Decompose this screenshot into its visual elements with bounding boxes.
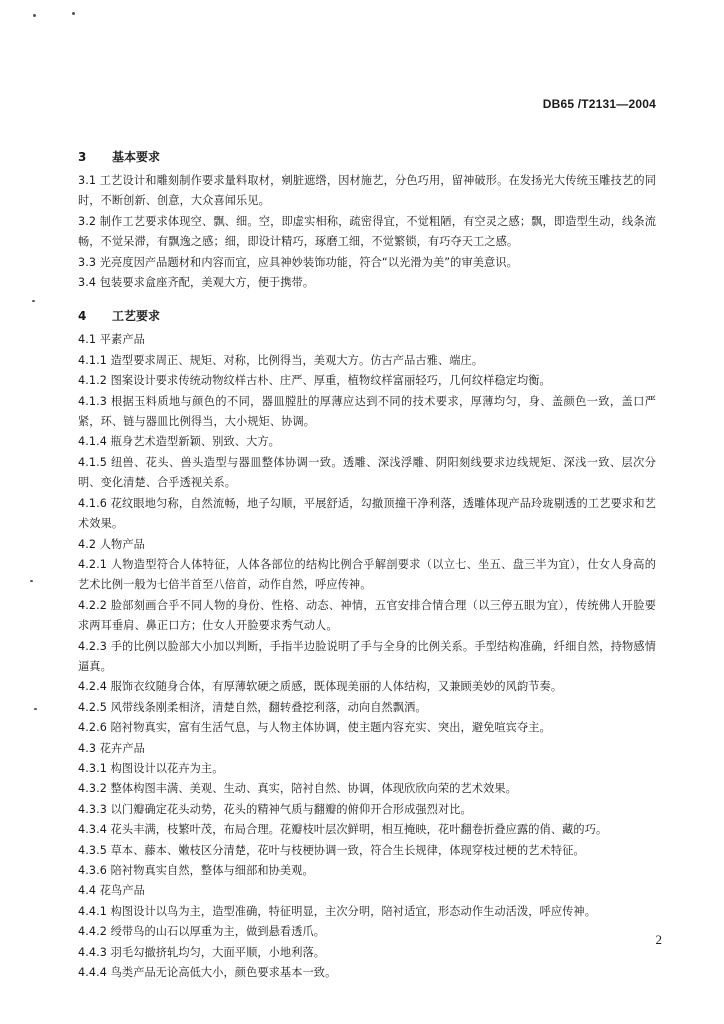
scan-speck xyxy=(32,300,35,302)
section-4 xyxy=(78,307,656,983)
clause-4-1-4: 4.1.4 瓶身艺术造型新颖、别致、大方。 xyxy=(78,435,280,449)
scan-speck xyxy=(30,580,33,582)
clause-4-4-2: 4.4.2 绶带鸟的山石以厚重为主，做到悬看透爪。 xyxy=(78,925,326,939)
clause-4-3-3: 4.3.3 以门瓣确定花头动势，花头的精神气质与翻瓣的俯仰开合形成强烈对比。 xyxy=(78,802,472,816)
clause-4-3-5: 4.3.5 草本、藤本、嫩枝区分清楚，花叶与枝梗协调一致，符合生长规律，体现穿枝过梗的艺术特征。 xyxy=(78,843,585,857)
page-number: 2 xyxy=(655,932,662,947)
clause-4-3-1: 4.3.1 构图设计以花卉为主。 xyxy=(78,761,224,775)
clause-4-1-3: 4.1.3 根据玉料质地与颜色的不同，器皿膛肚的厚薄应达到不同的技术要求，厚薄均匀，身、盖颜色一致，盖口严紧，环、链与器皿比例得当，大小规矩、协调。 xyxy=(78,394,656,429)
clause-4-2-4: 4.2.4 服饰衣纹随身合体，有厚薄软硬之质感，既体现美丽的人体结构，又兼顾美妙的风韵节奏。 xyxy=(78,680,563,694)
clause-4-2-3: 4.2.3 手的比例以脸部大小加以判断，手指半边脸说明了手与全身的比例关系。手型结构准确，纤细自然，持物感情逼真。 xyxy=(78,639,656,673)
subsection-4-4: 4.4 花鸟产品 xyxy=(78,884,145,898)
section-heading xyxy=(78,148,656,166)
clause-4-3-6: 4.3.6 陪衬物真实自然，整体与细部和协美观。 xyxy=(78,864,314,877)
clause-4-4-4: 4.4.4 鸟类产品无论高低大小，颜色要求基本一致。 xyxy=(78,966,337,980)
section-number: 3 xyxy=(78,150,87,164)
clause-4-2-5: 4.2.5 风带线条刚柔相济，清楚自然，翻转叠挖利落，动向自然飘洒。 xyxy=(78,700,427,714)
clause-4-2-2: 4.2.2 脸部刻画合乎不同人物的身份、性格、动态、神情，五官安排合情合理（以三停五眼为宜），传统佛人开脸要求两耳垂肩、鼻正口方；仕女人开脸要求秀气动人。 xyxy=(78,598,656,633)
clause-4-1-1: 4.1.1 造型要求周正、规矩、对称，比例得当，美观大方。仿古产品古雅、端庄。 xyxy=(78,353,484,367)
clause-3-2: 3.2 制作工艺要求体现空、飘、细。空，即虚实相称，疏密得宜，不觉粗陋，有空灵之感；飘，即造型生动，线条流畅，不觉呆滞，有飘逸之感；细，即设计精巧，琢磨工细，不觉繁锁，有巧夺天工之感。 xyxy=(78,214,656,249)
clause-4-2-6: 4.2.6 陪衬物真实，富有生活气息，与人物主体协调，使主题内容充实、突出，避免喧宾夺主。 xyxy=(78,721,551,735)
clause-4-2-1: 4.2.1 人物造型符合人体特征，人体各部位的结构比例合乎解剖要求（以立七、坐五、盘三半为宜），仕女人身高的艺术比例一般为七倍半首至八倍首，动作自然，呼应传神。 xyxy=(78,557,656,592)
section-number: 4 xyxy=(78,309,87,324)
subsection-4-3: 4.3 花卉产品 xyxy=(78,741,145,755)
subsection-4-1: 4.1 平素产品 xyxy=(78,333,145,347)
document-body xyxy=(78,148,656,983)
clause-4-3-4: 4.3.4 花头丰满，枝繁叶茂，布局合理。花瓣枝叶层次鲜明，相互掩映，花叶翻卷折叠应露的俏、藏的巧。 xyxy=(78,823,608,837)
section-title: 基本要求 xyxy=(112,150,161,164)
clause-4-3-2: 4.3.2 整体构图丰满、美观、生动、真实，陪衬自然、协调，体现欣欣向荣的艺术效果。 xyxy=(78,782,517,796)
clause-3-4: 3.4 包装要求盒座齐配，美观大方，便于携带。 xyxy=(78,276,315,290)
clause-4-1-5: 4.1.5 纽兽、花头、兽头造型与器皿整体协调一致。透雕、深浅浮雕、阴阳刻线要求边线规矩、深浅一致、层次分明、变化清楚、合乎透视关系。 xyxy=(78,455,656,490)
section-heading xyxy=(78,307,656,325)
scan-speck xyxy=(33,14,36,17)
clause-3-1: 3.1 工艺设计和雕刻制作要求量料取材，剜脏遮绺，因材施艺，分色巧用，留神破形。在发扬光大传统玉雕技艺的同时，不断创新、创意，大众喜闻乐见。 xyxy=(78,174,656,208)
section-3 xyxy=(78,148,656,293)
clause-4-1-6: 4.1.6 花纹眼地匀称，自然流畅，地子勾顺，平展舒适，勾撤顶撞干净利落，透雕体现产品玲珑剔透的工艺要求和艺术效果。 xyxy=(78,496,656,531)
section-title: 工艺要求 xyxy=(112,309,161,324)
clause-3-3: 3.3 光亮度因产品题材和内容而宜，应具神妙装饰功能，符合“以光滑为美”的审美意识。 xyxy=(78,255,518,269)
scan-speck xyxy=(34,708,37,710)
subsection-4-2: 4.2 人物产品 xyxy=(78,537,145,551)
clause-4-4-3: 4.4.3 羽毛勾撤挤轧均匀，大面平顺，小地利落。 xyxy=(78,945,326,959)
clause-4-4-1: 4.4.1 构图设计以鸟为主，造型准确，特征明显，主次分明，陪衬适宜，形态动作生动活泼，呼应传神。 xyxy=(78,904,596,918)
document-code: DB65 /T2131—2004 xyxy=(542,97,656,111)
section-gap xyxy=(78,293,656,307)
scan-speck xyxy=(72,12,75,15)
clause-4-1-2: 4.1.2 图案设计要求传统动物纹样古朴、庄严、厚重，植物纹样富丽轻巧，几何纹样稳定均衡。 xyxy=(78,374,551,388)
